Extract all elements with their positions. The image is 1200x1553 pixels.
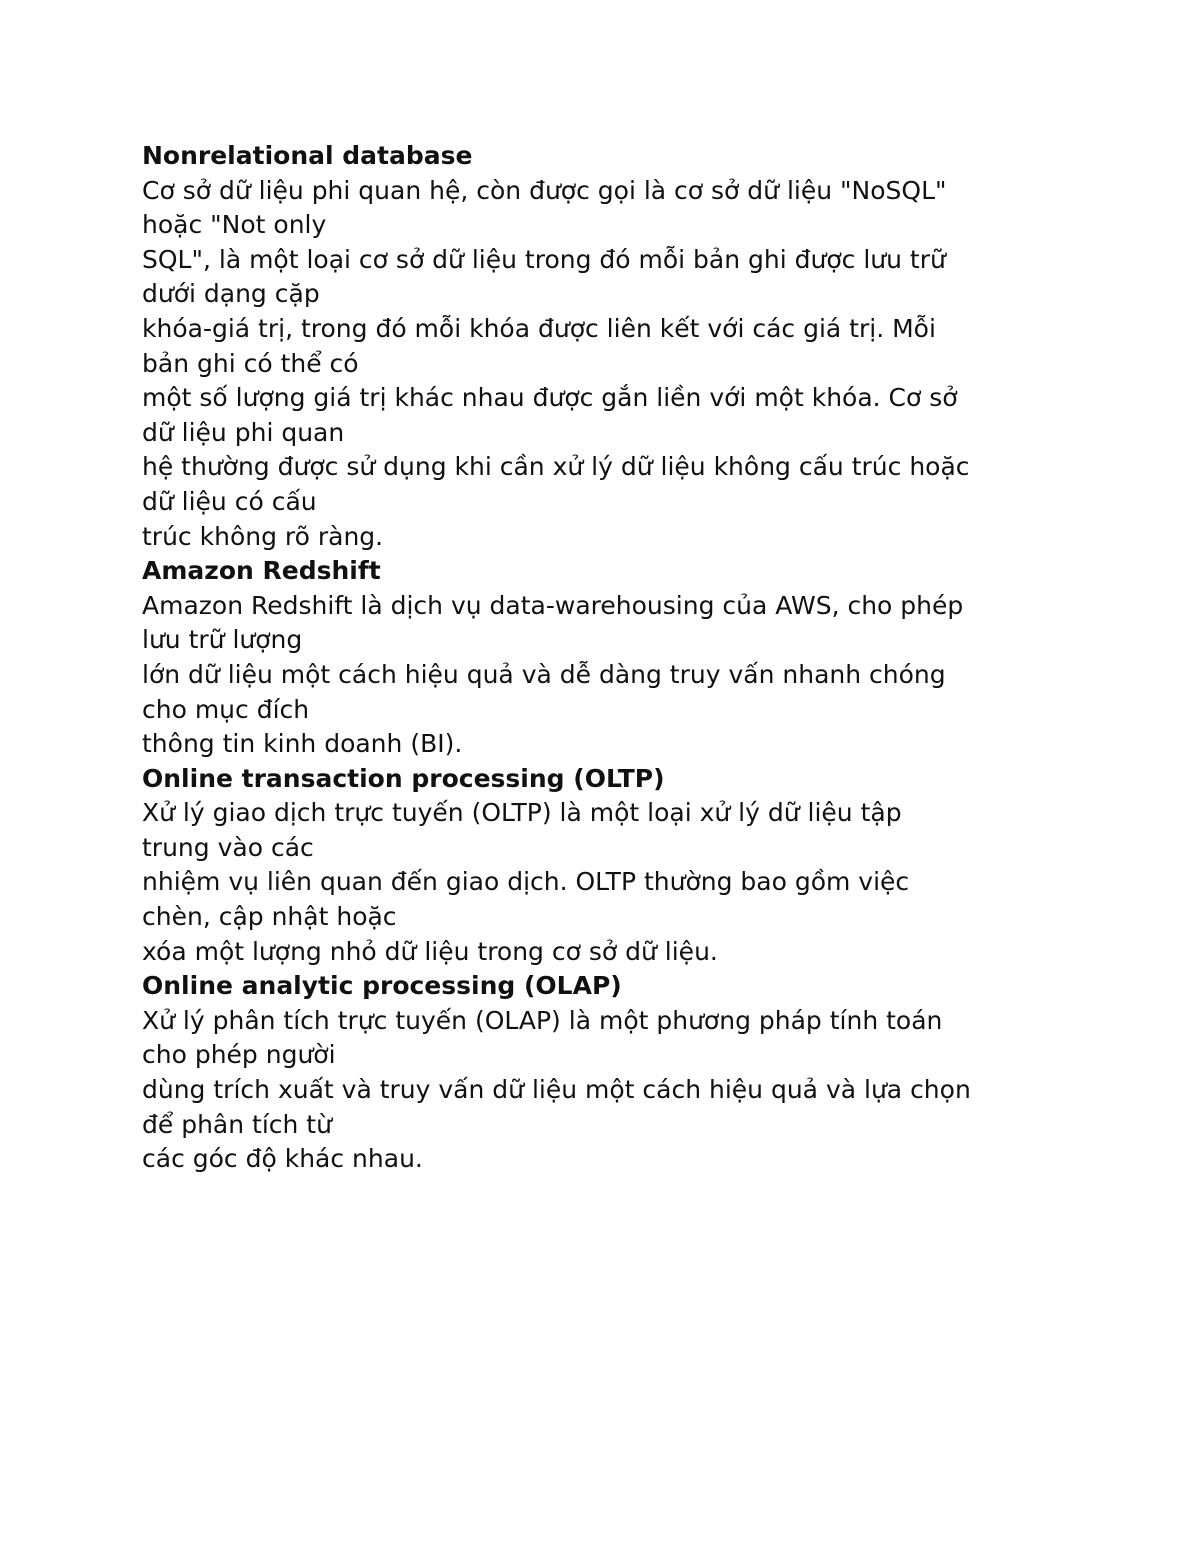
paragraph-line: SQL", là một loại cơ sở dữ liệu trong đó mỗi bản ghi được lưu trữ — [142, 244, 946, 274]
paragraph-line: nhiệm vụ liên quan đến giao dịch. OLTP thường bao gồm việc — [142, 867, 910, 897]
paragraph-line: lớn dữ liệu một cách hiệu quả và dễ dàng truy vấn nhanh chóng — [142, 659, 946, 689]
paragraph-line: các góc độ khác nhau. — [142, 1144, 423, 1174]
paragraph-line: xóa một lượng nhỏ dữ liệu trong cơ sở dữ liệu. — [142, 936, 718, 966]
paragraph-line: Xử lý phân tích trực tuyến (OLAP) là một phương pháp tính toán — [142, 1005, 943, 1035]
paragraph-line: để phân tích từ — [142, 1109, 332, 1139]
section-nonrelational-database — [142, 139, 1072, 554]
paragraph-line: dữ liệu phi quan — [142, 417, 345, 447]
paragraph-line: dùng trích xuất và truy vấn dữ liệu một cách hiệu quả và lựa chọn — [142, 1075, 971, 1105]
paragraph-line: trung vào các — [142, 832, 314, 862]
section-heading: Amazon Redshift — [142, 556, 381, 586]
paragraph-line: Xử lý giao dịch trực tuyến (OLTP) là một loại xử lý dữ liệu tập — [142, 798, 902, 828]
section-oltp — [142, 762, 1072, 970]
paragraph-line: lưu trữ lượng — [142, 625, 303, 655]
section-amazon-redshift — [142, 554, 1072, 762]
paragraph-line: hoặc "Not only — [142, 210, 327, 240]
section-olap — [142, 969, 1072, 1177]
paragraph-line: dưới dạng cặp — [142, 279, 320, 309]
document-body — [142, 139, 1072, 1177]
section-heading: Online transaction processing (OLTP) — [142, 763, 665, 793]
paragraph-line: cho phép người — [142, 1040, 336, 1070]
section-heading: Online analytic processing (OLAP) — [142, 971, 622, 1001]
paragraph-line: thông tin kinh doanh (BI). — [142, 729, 463, 759]
paragraph-line: một số lượng giá trị khác nhau được gắn liền với một khóa. Cơ sở — [142, 383, 958, 413]
paragraph-line: trúc không rõ ràng. — [142, 521, 384, 551]
paragraph-line: hệ thường được sử dụng khi cần xử lý dữ liệu không cấu trúc hoặc — [142, 452, 970, 482]
section-heading: Nonrelational database — [142, 141, 473, 170]
paragraph-line: cho mục đích — [142, 694, 310, 724]
paragraph-line: chèn, cập nhật hoặc — [142, 902, 397, 932]
paragraph-line: dữ liệu có cấu — [142, 486, 317, 516]
paragraph-line: Cơ sở dữ liệu phi quan hệ, còn được gọi là cơ sở dữ liệu "NoSQL" — [142, 175, 947, 205]
paragraph-line: bản ghi có thể có — [142, 348, 359, 378]
paragraph-line: khóa-giá trị, trong đó mỗi khóa được liên kết với các giá trị. Mỗi — [142, 313, 936, 343]
paragraph-line: Amazon Redshift là dịch vụ data-warehousing của AWS, cho phép — [142, 590, 964, 620]
